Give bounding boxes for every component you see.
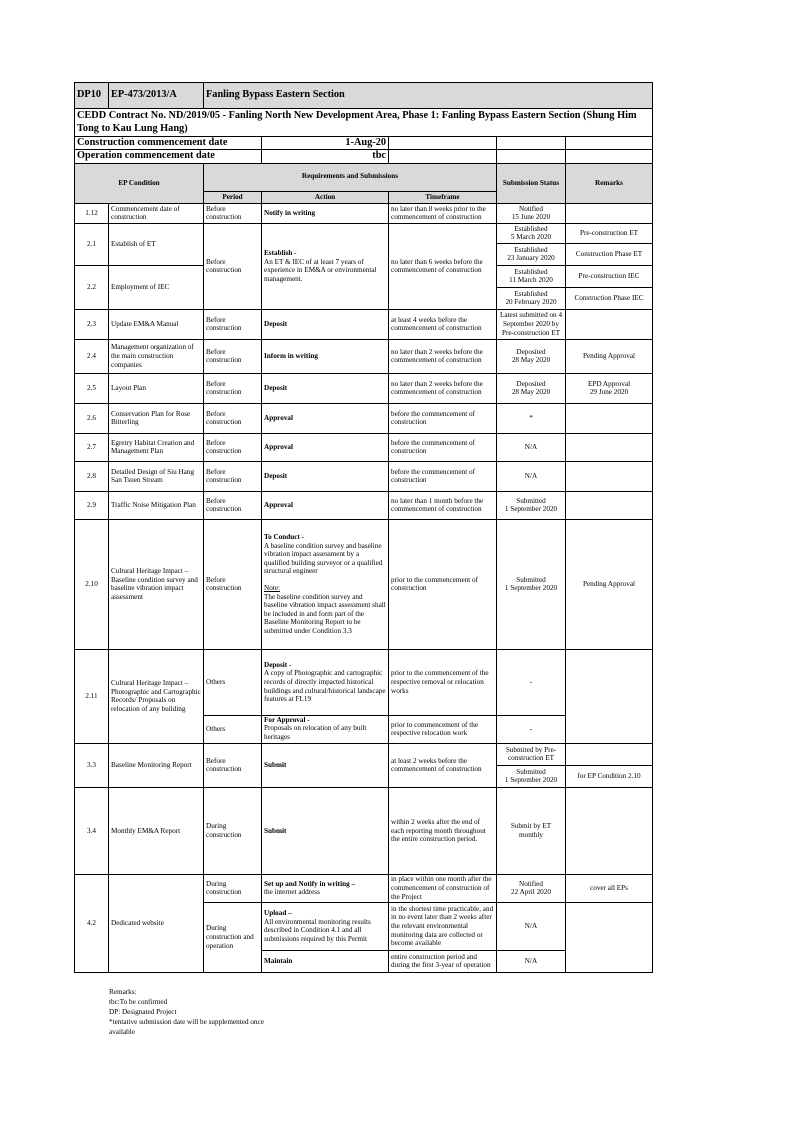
table-row [75,874,653,902]
timeframe-cell: no later than 1 month before the commencement of construction [389,491,497,519]
period-cell: Before construction [204,309,262,339]
section-title: Fanling Bypass Eastern Section [204,83,653,109]
construction-commencement-value: 1-Aug-20 [262,137,389,150]
action-cell: Submit [262,787,389,874]
blank-cell [389,150,497,163]
status-cell: Notified 15 June 2020 [497,203,566,223]
period-cell: Before construction [204,519,262,649]
period-cell: Others [204,649,262,715]
timeframe-cell: within 2 weeks after the end of each reporting month throughout the entire construction period. [389,787,497,874]
condition-number: 2.1 [75,223,109,265]
timeframe-cell: before the commencement of construction [389,433,497,461]
action-cell [262,649,389,715]
blank-cell [497,137,566,150]
contract-title: CEDD Contract No. ND/2019/05 - Fanling North New Development Area, Phase 1: Fanling Bypass Eastern Section (Shung Him Tong to Kau Lung Hang) [75,109,653,137]
status-cell: Submit by ET monthly [497,787,566,874]
condition-number: 2.9 [75,491,109,519]
status-cell: Notified 22 April 2020 [497,874,566,902]
action-cell [262,519,389,649]
action-heading: For Approval - [264,715,310,724]
status-cell: Submitted 1 September 2020 [497,519,566,649]
condition-text: Traffic Noise Mitigation Plan [109,491,204,519]
action-heading: Establish - [264,249,297,258]
status-cell: Deposited 28 May 2020 [497,373,566,403]
period-cell: Before construction [204,461,262,491]
condition-number: 1.12 [75,203,109,223]
timeframe-cell: prior to the commencement of the respective removal or relocation works [389,649,497,715]
condition-number: 2.6 [75,403,109,433]
remarks-cell [566,902,653,972]
table-row [75,203,653,223]
action-note-body: The baseline condition survey and baseline vibration impact assessment shall be included in and form part of the Baseline Monitoring Report to be submitted under Condition 3.3 [264,592,386,635]
status-cell: Established 23 January 2020 [497,243,566,265]
action-cell: Deposit [262,461,389,491]
table-row [75,787,653,874]
remarks-cell [566,203,653,223]
period-header: Period [204,191,262,203]
status-cell: Established 5 March 2020 [497,223,566,243]
table-row [75,461,653,491]
ep-condition-header: EP Condition [75,163,204,203]
remarks-cell [566,491,653,519]
period-cell: Before construction [204,403,262,433]
remarks-cell [566,309,653,339]
remarks-line: *tentative submission date will be supplemented once available [109,1018,264,1037]
timeframe-cell: no later than 8 weeks prior to the commencement of construction [389,203,497,223]
condition-number: 2.4 [75,339,109,373]
remarks-cell [566,403,653,433]
period-cell: Before construction [204,203,262,223]
timeframe-cell: in the shortest time practicable, and in no event later than 2 weeks after the relevant environmental monitoring data are collected or become available [389,902,497,950]
remarks-cell: Construction Phase IEC [566,287,653,309]
submission-status-header: Submission Status [497,163,566,203]
period-cell: Before construction [204,743,262,787]
action-heading: Upload – [264,909,292,918]
condition-text: Commencement date of construction [109,203,204,223]
status-cell: Established 20 February 2020 [497,287,566,309]
table-row [75,373,653,403]
status-cell: Submited by Pre-construction ET [497,743,566,765]
timeframe-cell: at least 2 weeks before the commencement of construction [389,743,497,787]
action-body: An ET & IEC of at least 7 years of experience in EM&A or environmental management. [264,257,377,283]
condition-number: 3.4 [75,787,109,874]
operation-commencement-label: Operation commencement date [75,150,262,163]
timeframe-cell: prior to commencement of the respective relocation work [389,715,497,743]
status-cell: N/A [497,461,566,491]
condition-text: Monthly EM&A Report [109,787,204,874]
remarks-cell: for EP Condition 2.10 [566,765,653,787]
action-cell: Approval [262,433,389,461]
operation-commencement-value: tbc [262,150,389,163]
action-cell: Inform in writing [262,339,389,373]
condition-text: Update EM&A Manual [109,309,204,339]
action-body: the internet address [264,888,320,897]
period-cell: Others [204,715,262,743]
remarks-cell: Pre-construction ET [566,223,653,243]
condition-number: 3.3 [75,743,109,787]
table-row [75,491,653,519]
remarks-cell: cover all EPs [566,874,653,902]
condition-text: Cultural Heritage Impact – Baseline condition survey and baseline vibration impact assessment [109,519,204,649]
requirements-header: Requirements and Submissions [204,163,497,191]
action-cell [262,902,389,950]
period-cell: Before construction [204,339,262,373]
action-header: Action [262,191,389,203]
status-cell: Submitted 1 September 2020 [497,491,566,519]
condition-text: Establish of ET [109,223,204,265]
ep-number: EP-473/2013/A [109,83,204,109]
period-cell: During construction and operation [204,902,262,972]
status-cell: - [497,649,566,715]
status-cell: N/A [497,950,566,972]
action-cell: Approval [262,491,389,519]
construction-commencement-label: Construction commencement date [75,137,262,150]
timeframe-cell: no later than 2 weeks before the commencement of construction [389,373,497,403]
action-body: A copy of Photographic and cartographic records of directly impacted historical buildings and cultural/historical landscape features at FL19 [264,669,386,704]
condition-number: 2.2 [75,265,109,309]
timeframe-header: Timeframe [389,191,497,203]
action-cell: Deposit [262,309,389,339]
timeframe-cell: no later than 2 weeks before the commencement of construction [389,339,497,373]
action-cell: Approval [262,403,389,433]
timeframe-cell: before the commencement of construction [389,461,497,491]
remarks-title: Remarks: [109,988,137,996]
timeframe-cell: at least 4 weeks before the commencement of construction [389,309,497,339]
remarks-cell [566,433,653,461]
condition-number: 2.8 [75,461,109,491]
action-cell [262,715,389,743]
timeframe-cell: before the commencement of construction [389,403,497,433]
remarks-cell: EPD Approval 29 June 2020 [566,373,653,403]
table-row [75,223,653,243]
status-cell: Submitted 1 September 2020 [497,765,566,787]
timeframe-cell: prior to the commencement of construction [389,519,497,649]
status-cell: * [497,403,566,433]
table-row [75,309,653,339]
remarks-cell: Pre-construction IEC [566,265,653,287]
blank-cell [566,150,653,163]
timeframe-cell: entire construction period and during the first 3-year of operation [389,950,497,972]
remarks-cell [566,743,653,765]
remarks-cell [566,461,653,491]
table-row [75,403,653,433]
period-cell: During construction [204,874,262,902]
timeframe-cell: no later than 6 weeks before the commencement of construction [389,223,497,309]
condition-text: Dedicated website [109,874,204,972]
condition-number: 2.11 [75,649,109,743]
status-cell: N/A [497,433,566,461]
ep-condition-table [74,82,653,973]
table-row [75,339,653,373]
condition-text: Layout Plan [109,373,204,403]
table-row [75,649,653,715]
action-cell [262,874,389,902]
status-cell: Latest submitted on 4 September 2020 by Pre-construction ET [497,309,566,339]
condition-number: 2.10 [75,519,109,649]
period-cell: During construction [204,787,262,874]
action-heading: To Conduct - [264,533,305,542]
condition-text: Egretry Habitat Creation and Management Plan [109,433,204,461]
table-row [75,433,653,461]
action-body: A baseline condition survey and baseline vibration impact assessment by a qualified building surveyor or a qualified structural engineer [264,541,383,576]
condition-text: Detailed Design of Siu Hang San Tsuen Stream [109,461,204,491]
action-heading: Set up and Notify in writing – [264,879,356,888]
condition-number: 2.7 [75,433,109,461]
condition-number: 2.5 [75,373,109,403]
remarks-cell: Pending Approval [566,339,653,373]
condition-number: 4.2 [75,874,109,972]
remarks-header: Remarks [566,163,653,203]
condition-text: Employment of IEC [109,265,204,309]
period-cell: Before construction [204,491,262,519]
status-cell: N/A [497,902,566,950]
remarks-cell: Construction Phase ET [566,243,653,265]
condition-text: Conservation Plan for Rose Bitterling [109,403,204,433]
remarks-line: DP: Designated Project [109,1008,177,1017]
action-heading: Deposit - [264,660,292,669]
table-row [75,743,653,765]
status-cell: Established 11 March 2020 [497,265,566,287]
period-cell: Before construction [204,373,262,403]
action-cell: Notify in writing [262,203,389,223]
action-cell: Maintain [262,950,389,972]
remarks-cell [566,787,653,874]
action-cell [262,223,389,309]
condition-number: 2.3 [75,309,109,339]
dp-label: DP10 [75,83,109,109]
condition-text: Management organization of the main construction companies [109,339,204,373]
condition-text: Cultural Heritage Impact – Photographic and Cartographic Records/ Proposals on relocation of any building [109,649,204,743]
remarks-line: tbc:To be confirmed [109,998,168,1007]
status-cell: Deposited 28 May 2020 [497,339,566,373]
blank-cell [566,137,653,150]
remarks-cell: Pending Approval [566,519,653,649]
remarks-cell [566,649,653,743]
remarks-notes [109,987,269,1037]
condition-text: Baseline Monitoring Report [109,743,204,787]
action-note-label: Note: [264,584,280,593]
action-body: All environmental monitoring results described in Condition 4.1 and all submissions required by this Permit [264,917,371,943]
blank-cell [389,137,497,150]
status-cell: - [497,715,566,743]
table-row [75,519,653,649]
timeframe-cell: in place within one month after the commencement of construction of the Project [389,874,497,902]
action-cell: Deposit [262,373,389,403]
action-cell: Submit [262,743,389,787]
period-cell: Before construction [204,433,262,461]
period-cell: Before construction [204,223,262,309]
ep-compliance-sheet [74,82,652,973]
blank-cell [497,150,566,163]
action-body: Proposals on relocation of any built heritages [264,724,367,741]
